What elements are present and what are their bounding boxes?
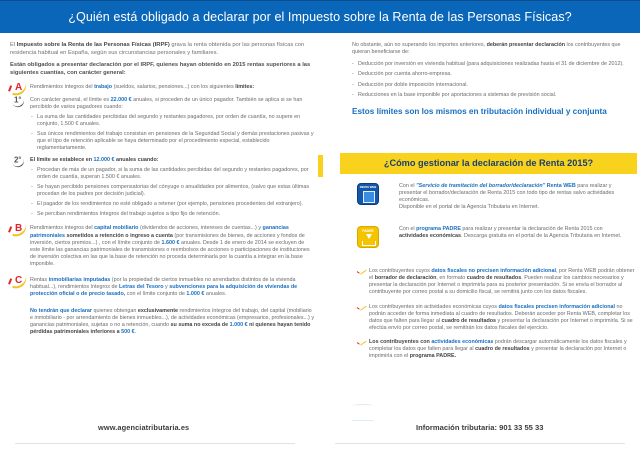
section-a [10,81,315,93]
padre-download-icon[interactable]: PADRE [357,226,379,248]
letras-del-tesoro: Letras del Tesoro [119,284,164,291]
how-to-banner [340,153,637,174]
section-c-text: con el límite conjunto de [125,291,187,298]
exemption-paragraph [10,308,315,337]
exempt-text: quienes obtengan [92,307,138,314]
list-item: - Se perciban rendimientos íntegros del trabajo sujetos a tipo fijo de retención. [10,211,315,218]
renta-web-desc: para realizar y presentar el borrador/declaración de Renta 2015 con todo tipo de rentas salvo actividades económicas. [399,183,615,204]
page-title: ¿Quién está obligado a declarar por el Impuesto sobre la Renta de las Personas Físicas? [68,9,572,24]
number-2-icon: 2$^o$ [14,154,22,165]
number-1-icon: 1$^o$ [14,94,22,105]
checks-list [357,268,635,367]
section-c-amount: 1.000 € [186,291,205,298]
section-b-text: (dividendos de acciones, intereses de cuentas...) y [138,225,263,232]
limit-first-text: Con carácter general, el límite es [30,96,111,103]
how-to-title: ¿Cómo gestionar la declaración de Renta 2015? [383,158,594,169]
padre-desc: Con el [399,226,417,232]
renta-web-row [357,183,632,212]
limit-second [10,154,315,165]
limits-note: Estos límites son los mismos en tributación individual y conjunta [352,106,607,116]
letter-c-icon: C [8,274,28,288]
check-icon [357,340,366,346]
letter-b-icon: B [8,222,28,236]
intro-paragraph [10,42,315,57]
subvenciones: subvenciones para la adquisición de viviendas de protección oficial o de precio tasado, [30,284,298,298]
left-column [10,42,315,336]
section-a-limites: límites: [235,83,255,90]
divider [335,443,625,444]
section-b-text: anuales. Desde 1 de enero de 2014 se excluyen de este límite las ganancias patrimoniales de transmisiones o reembolsos de acciones o participaciones de instituciones de inversión colectiva en las que la base de retención no proceda determinarla por la cuantía a integrar en la base imponible. [30,239,310,268]
agency-website-link[interactable]: www.agenciatributaria.es [98,423,190,432]
inmobiliarias-imputadas: inmobiliarias imputadas [48,277,111,284]
capital-mobiliario: capital mobiliario [94,225,139,232]
list-item: - La suma de las cantidades percibidas del segundo y restantes pagadores, por orden de cuantía, no supere en conjunto, 1.500 € anuales. [10,114,315,128]
renta-web-availability: Disponible en el portal de la Agencia Tributaria en Internet. [399,204,539,211]
section-a-text-mid: (sueldos, salarios, pensiones...) con los siguientes [112,83,236,90]
obligation-lead: Están obligados a presentar declaración por el IRPF, quienes hayan obtenido en 2015 rentas superiores a las siguientes cuantías, con carácter general: [10,62,311,76]
limit-second-text: El límite se establece en [30,156,94,163]
limit-second-text-end: anuales cuando: [114,156,159,163]
list-item: - Sus únicos rendimientos del trabajo consistan en pensiones de la Seguridad Social y demás prestaciones pasivas y que el tipo de retención aplicable se haya determinado por el procedimiento especial, establecido reglamentariamente. [10,131,315,152]
section-a-text: Rendimientos íntegros del [30,83,95,90]
letter-a-icon: A [8,81,28,95]
decorative-line [352,420,374,423]
exempt-text: . [134,328,137,335]
title-banner [0,0,640,33]
padre-desc: para realizar y presentar la declaración de Renta 2015 con [460,226,603,232]
section-c-text: Rentas [30,277,49,284]
list-item: - Procedan de más de un pagador, si la suma de las cantidades percibidas del segundo y restantes pagadores, por orden de cuantía, superan 1.500 € anuales. [10,167,315,181]
notwithstanding-text: los contribuyentes que quieran beneficiarse de: [352,42,621,56]
padre-desc: . Descarga gratuita en el portal de la Agencia Tributaria en Internet. [461,233,622,240]
section-b-amount: 1.600 € [161,239,180,246]
decorative-yellow-tab [318,155,323,177]
actividades-economicas: actividades económicas [399,233,462,240]
list-item: - Se hayan percibido pensiones compensatorias del cónyuge o anualidades por alimentos, (salvo que estas últimas procedan de los padres por decisión judicial). [10,184,315,198]
section-c-text: anuales. [204,291,227,298]
right-column [352,42,632,118]
section-c-text: (por la propiedad de ciertos inmuebles no arrendados distintos de la vivienda habitual...), rendimientos íntegros de [30,277,296,291]
exempt-amount-2: 500 € [121,328,135,335]
tax-info-phone: Información tributaria: 901 33 55 33 [416,423,544,432]
decorative-arc [352,404,374,408]
list-item: - Deducción por inversión en vivienda habitual (para adquisiciones realizadas hasta el 31 de diciembre de 2012). [352,61,632,68]
section-c-text: y [163,284,170,291]
limit-first-text-end: anuales, si proceden de un único pagador. También se aplica si se han percibido de varios pagadores cuando: [30,96,303,110]
renta-web-desc: Con el [399,183,417,189]
list-item: Los contribuyentes cuyos datos fiscales no precisen información adicional, por Renta WEB podrán obtener el borrador de declaración, en formato cuadro de resultados. Pueden realizar los cambios necesarios y presentar la declaración por Internet o imprimirla para su posterior presentación. Si se envía el borrador al contribuyente por correo postal a su domicilio fiscal, se remitirá junto con los datos fiscales. [357,268,635,297]
limit-first [10,94,315,111]
ganancias-patrimoniales: ganancias patrimoniales [30,225,289,239]
intro-text-end: grava la renta obtenida por las personas físicas con residencia habitual en España, según sus circunstancias personales y familiares. [10,42,305,56]
check-icon [357,269,366,275]
sometidos-retencion: sometidos a retención o ingreso a cuenta [65,232,173,239]
servicio-tramitacion: "Servicio de tramitación del borrador/declaración" [416,183,546,189]
limit-first-amount: 22.000 € [110,96,132,103]
check-icon [357,305,366,311]
renta-web-text [399,183,632,212]
padre-text [399,226,632,248]
section-b-text: Rendimientos íntegros del [30,225,95,232]
exempt-text: rendimientos íntegros del trabajo, del capital (mobiliario e inmobiliario - por arrendamiento de bienes inmuebles...), de actividades económicas (empresarios, profesionales...) y ganancias patrimoniales, sujetas o no a retención, cuando [30,307,315,328]
exempt-amount-1: 1.000 € [229,321,248,328]
list-item: - Deducción por cuenta ahorro-empresa. [352,71,632,78]
section-b-text: (por transmisiones de bienes, de acciones y fondos de inversión, ciertos premios...) , con el límite conjunto de [30,232,305,246]
intro-bold: Impuesto sobre la Renta de las Personas Físicas (IRPF) [16,42,170,48]
renta-web-icon[interactable]: RENTA WEB [357,183,379,205]
renta-web-label: Renta WEB [545,183,576,189]
section-a-trabajo: trabajo [94,83,113,90]
deberan-presentar: deberán presentar declaración [486,42,566,48]
list-item: - Reducciones en la base imponible por aportaciones a sistemas de previsión social. [352,92,632,99]
section-b [10,225,315,268]
section-c [10,277,315,298]
padre-row [357,226,632,248]
no-tendran-que-declarar: No tendrán que declarar [30,307,93,314]
notwithstanding-text: No obstante, aún no superando los importes anteriores, [352,42,487,48]
exempt-bold: ni quienes hayan tenido pérdidas patrimoniales inferiores a [30,321,311,335]
exempt-bold: su suma no exceda de [170,321,230,328]
notwithstanding-paragraph [352,42,632,56]
list-item: Los contribuyentes sin actividades económicas cuyos datos fiscales precisen información adicional no podrán acceder de forma inmediata al cuadro de resultados. Deberán acceder por Renta WEB, completar los datos que falten para llegar al cuadro de resultados y presentar la declaración por Internet o imprimirla. Si se efectúa envío por correo postal, se remitirán los datos fiscales del ejercicio. [357,304,635,333]
divider [15,443,295,444]
intro-text: El [10,42,17,48]
list-item: - El pagador de los rendimientos no esté obligado a retener (por ejemplo, pensiones procedentes del extranjero). [10,201,315,208]
programa-padre: programa PADRE [416,226,461,232]
exclusivamente: exclusivamente [137,307,179,314]
list-item: Los contribuyentes con actividades económicas podrán descargar automáticamente los datos fiscales y completar los datos que falten para llegar al cuadro de resultados y presentar la declaración por Internet o imprimirla con el programa PADRE. [357,339,635,360]
limit-second-amount: 12.000 € [93,156,115,163]
list-item: - Deducción por doble imposición internacional. [352,82,632,89]
